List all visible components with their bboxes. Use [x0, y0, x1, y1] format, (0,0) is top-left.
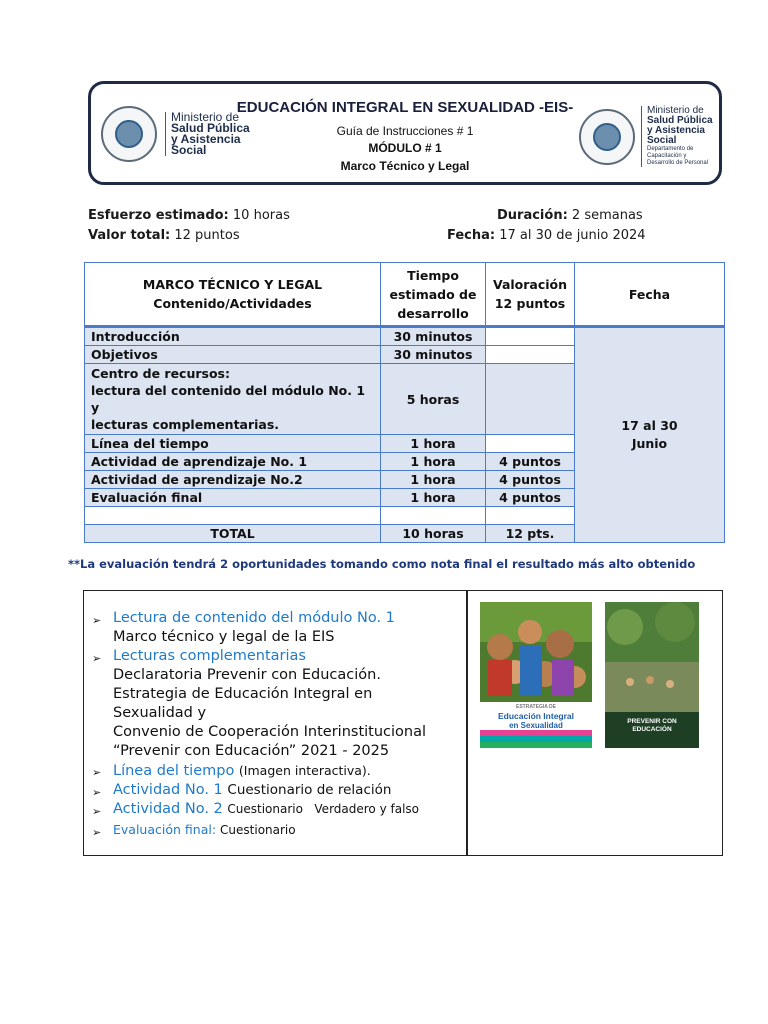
row-time: 1 hora [381, 471, 486, 489]
effort-info [88, 208, 290, 223]
row-activity-line2: lectura del contenido del módulo No. 1 y [91, 383, 366, 415]
eis-strategy-cover-image[interactable] [480, 602, 592, 748]
row-time: 1 hora [381, 435, 486, 453]
row-activity: Actividad de aprendizaje No.2 [85, 471, 381, 489]
cover1-line3: en Sexualidad [509, 721, 563, 730]
guide-number: Guía de Instrucciones # 1 [336, 124, 474, 138]
resource-activity2-link[interactable]: Actividad No. 2 [113, 801, 223, 817]
arrow-bullet-icon: ➢ [92, 766, 102, 779]
header-value-line1: Valoración [492, 277, 568, 292]
cover2-line1: PREVENIR CON [627, 718, 677, 725]
row-value [486, 364, 575, 435]
header-content-line1: MARCO TÉCNICO Y LEGAL [142, 277, 323, 292]
date-value: 17 al 30 de junio 2024 [499, 228, 646, 243]
resource-module-reading-link[interactable]: Lectura de contenido del módulo No. 1 [113, 610, 395, 626]
row-time: 1 hora [381, 489, 486, 507]
row-value [486, 346, 575, 364]
row-activity [85, 364, 381, 435]
resource-complementary-line5: “Prevenir con Educación” 2021 - 2025 [113, 743, 390, 759]
total-info [88, 228, 240, 243]
list-item [92, 609, 462, 647]
document-header [88, 81, 722, 185]
header-value [486, 263, 575, 327]
resource-activity2-desc: Cuestionario Verdadero y falso [227, 802, 420, 816]
row-activity-line3: lecturas complementarias. [91, 417, 280, 432]
logo-left-line2: Salud Pública [171, 121, 250, 135]
date-label: Fecha: [447, 228, 496, 243]
header-time-line1: Tiempo [407, 267, 459, 283]
resource-timeline-link[interactable]: Línea del tiempo [113, 763, 235, 779]
row-activity: Línea del tiempo [85, 435, 381, 453]
header-time-line2: estimado de [389, 286, 477, 302]
list-item [92, 819, 462, 841]
logo-left-line3: y Asistencia [171, 132, 241, 146]
row-value [486, 435, 575, 453]
row-time: 30 minutos [381, 346, 486, 364]
cover1-line1: ESTRATEGIA DE [515, 704, 556, 710]
row-activity: Introducción [85, 327, 381, 346]
row-value: 4 puntos [486, 489, 575, 507]
row-value [486, 327, 575, 346]
row-activity: Objetivos [85, 346, 381, 364]
resources-list [92, 609, 462, 841]
logo-right-line2: Salud Pública [647, 115, 713, 126]
cover2-line2: EDUCACIÓN [632, 726, 672, 733]
evaluation-note: **La evaluación tendrá 2 oportunidades tomando como nota final el resultado más alto obtenido [68, 557, 696, 571]
arrow-bullet-icon: ➢ [92, 614, 102, 627]
logo-left-line1: Ministerio de [171, 110, 240, 124]
prevenir-con-educacion-cover-image[interactable] [605, 602, 699, 748]
header-date: Fecha [575, 263, 725, 327]
list-item [92, 647, 462, 761]
resource-complementary-line4: Convenio de Cooperación Interinstitucional [113, 724, 427, 740]
row-time: 1 hora [381, 453, 486, 471]
resource-activity1-desc: Cuestionario de relación [227, 782, 392, 798]
total-value: 12 puntos [174, 228, 240, 243]
resources-divider [466, 591, 468, 855]
header-time-line3: desarrollo [397, 305, 469, 321]
logo-left-line4: Social [171, 143, 207, 157]
table-row [85, 327, 725, 346]
header-content [85, 263, 381, 327]
arrow-bullet-icon: ➢ [92, 786, 102, 799]
resource-complementary-link[interactable]: Lecturas complementarias [113, 648, 306, 664]
date-cell-line2: Junio [631, 436, 668, 451]
document-title: EDUCACIÓN INTEGRAL EN SEXUALIDAD -EIS- [236, 99, 574, 116]
duration-info [497, 208, 643, 223]
resources-box [83, 590, 723, 856]
resource-activity1-link[interactable]: Actividad No. 1 [113, 782, 223, 798]
logo-right-dept: Departamento de Capacitación y Desarrollo de Personal [647, 146, 709, 166]
list-item [92, 761, 462, 781]
header-time [381, 263, 486, 327]
resource-complementary-line1: Declaratoria Prevenir con Educación. [113, 667, 381, 683]
ministry-logo-right [579, 106, 713, 167]
blank-cell [381, 507, 486, 525]
row-activity: Actividad de aprendizaje No. 1 [85, 453, 381, 471]
resource-final-eval-desc: Cuestionario [220, 823, 296, 837]
row-value: 4 puntos [486, 453, 575, 471]
activities-table [84, 262, 725, 543]
row-value: 4 puntos [486, 471, 575, 489]
arrow-bullet-icon: ➢ [92, 805, 102, 818]
row-time: 5 horas [381, 364, 486, 435]
row-activity: Evaluación final [85, 489, 381, 507]
resource-timeline-desc: (Imagen interactiva). [238, 763, 371, 778]
table-header-row [85, 263, 725, 327]
arrow-bullet-icon: ➢ [92, 826, 102, 839]
row-time: 30 minutos [381, 327, 486, 346]
guatemala-seal-icon [579, 109, 635, 165]
effort-value: 10 horas [232, 208, 290, 223]
total-label: Valor total: [88, 228, 171, 243]
blank-cell [486, 507, 575, 525]
duration-label: Duración: [497, 208, 568, 223]
date-cell-line1: 17 al 30 [621, 418, 678, 433]
blank-cell [85, 507, 381, 525]
header-content-line2: Contenido/Actividades [153, 296, 312, 311]
arrow-bullet-icon: ➢ [92, 652, 102, 665]
date-cell [575, 327, 725, 543]
effort-label: Esfuerzo estimado: [88, 208, 229, 223]
total-time-cell: 10 horas [381, 525, 486, 543]
header-value-line2: 12 puntos [494, 296, 566, 311]
logo-right-line4: Social [647, 135, 677, 146]
total-label-cell: TOTAL [85, 525, 381, 543]
list-item [92, 781, 462, 800]
logo-right-line1: Ministerio de [647, 105, 704, 116]
duration-value: 2 semanas [571, 208, 643, 223]
logo-right-line3: y Asistencia [647, 125, 705, 136]
cover1-line2: Educación Integral [497, 711, 575, 721]
resource-complementary-line2: Estrategia de Educación Integral en [113, 686, 373, 702]
resource-final-eval-link[interactable]: Evaluación final: [113, 822, 217, 837]
date-info [447, 228, 646, 243]
resource-complementary-line3: Sexualidad y [113, 705, 207, 721]
module-subject: Marco Técnico y Legal [340, 159, 470, 173]
total-value-cell: 12 pts. [486, 525, 575, 543]
resource-module-reading-desc: Marco técnico y legal de la EIS [113, 629, 335, 645]
list-item [92, 800, 462, 819]
row-activity-line1: Centro de recursos: [91, 366, 230, 381]
module-number: MÓDULO # 1 [368, 141, 442, 155]
